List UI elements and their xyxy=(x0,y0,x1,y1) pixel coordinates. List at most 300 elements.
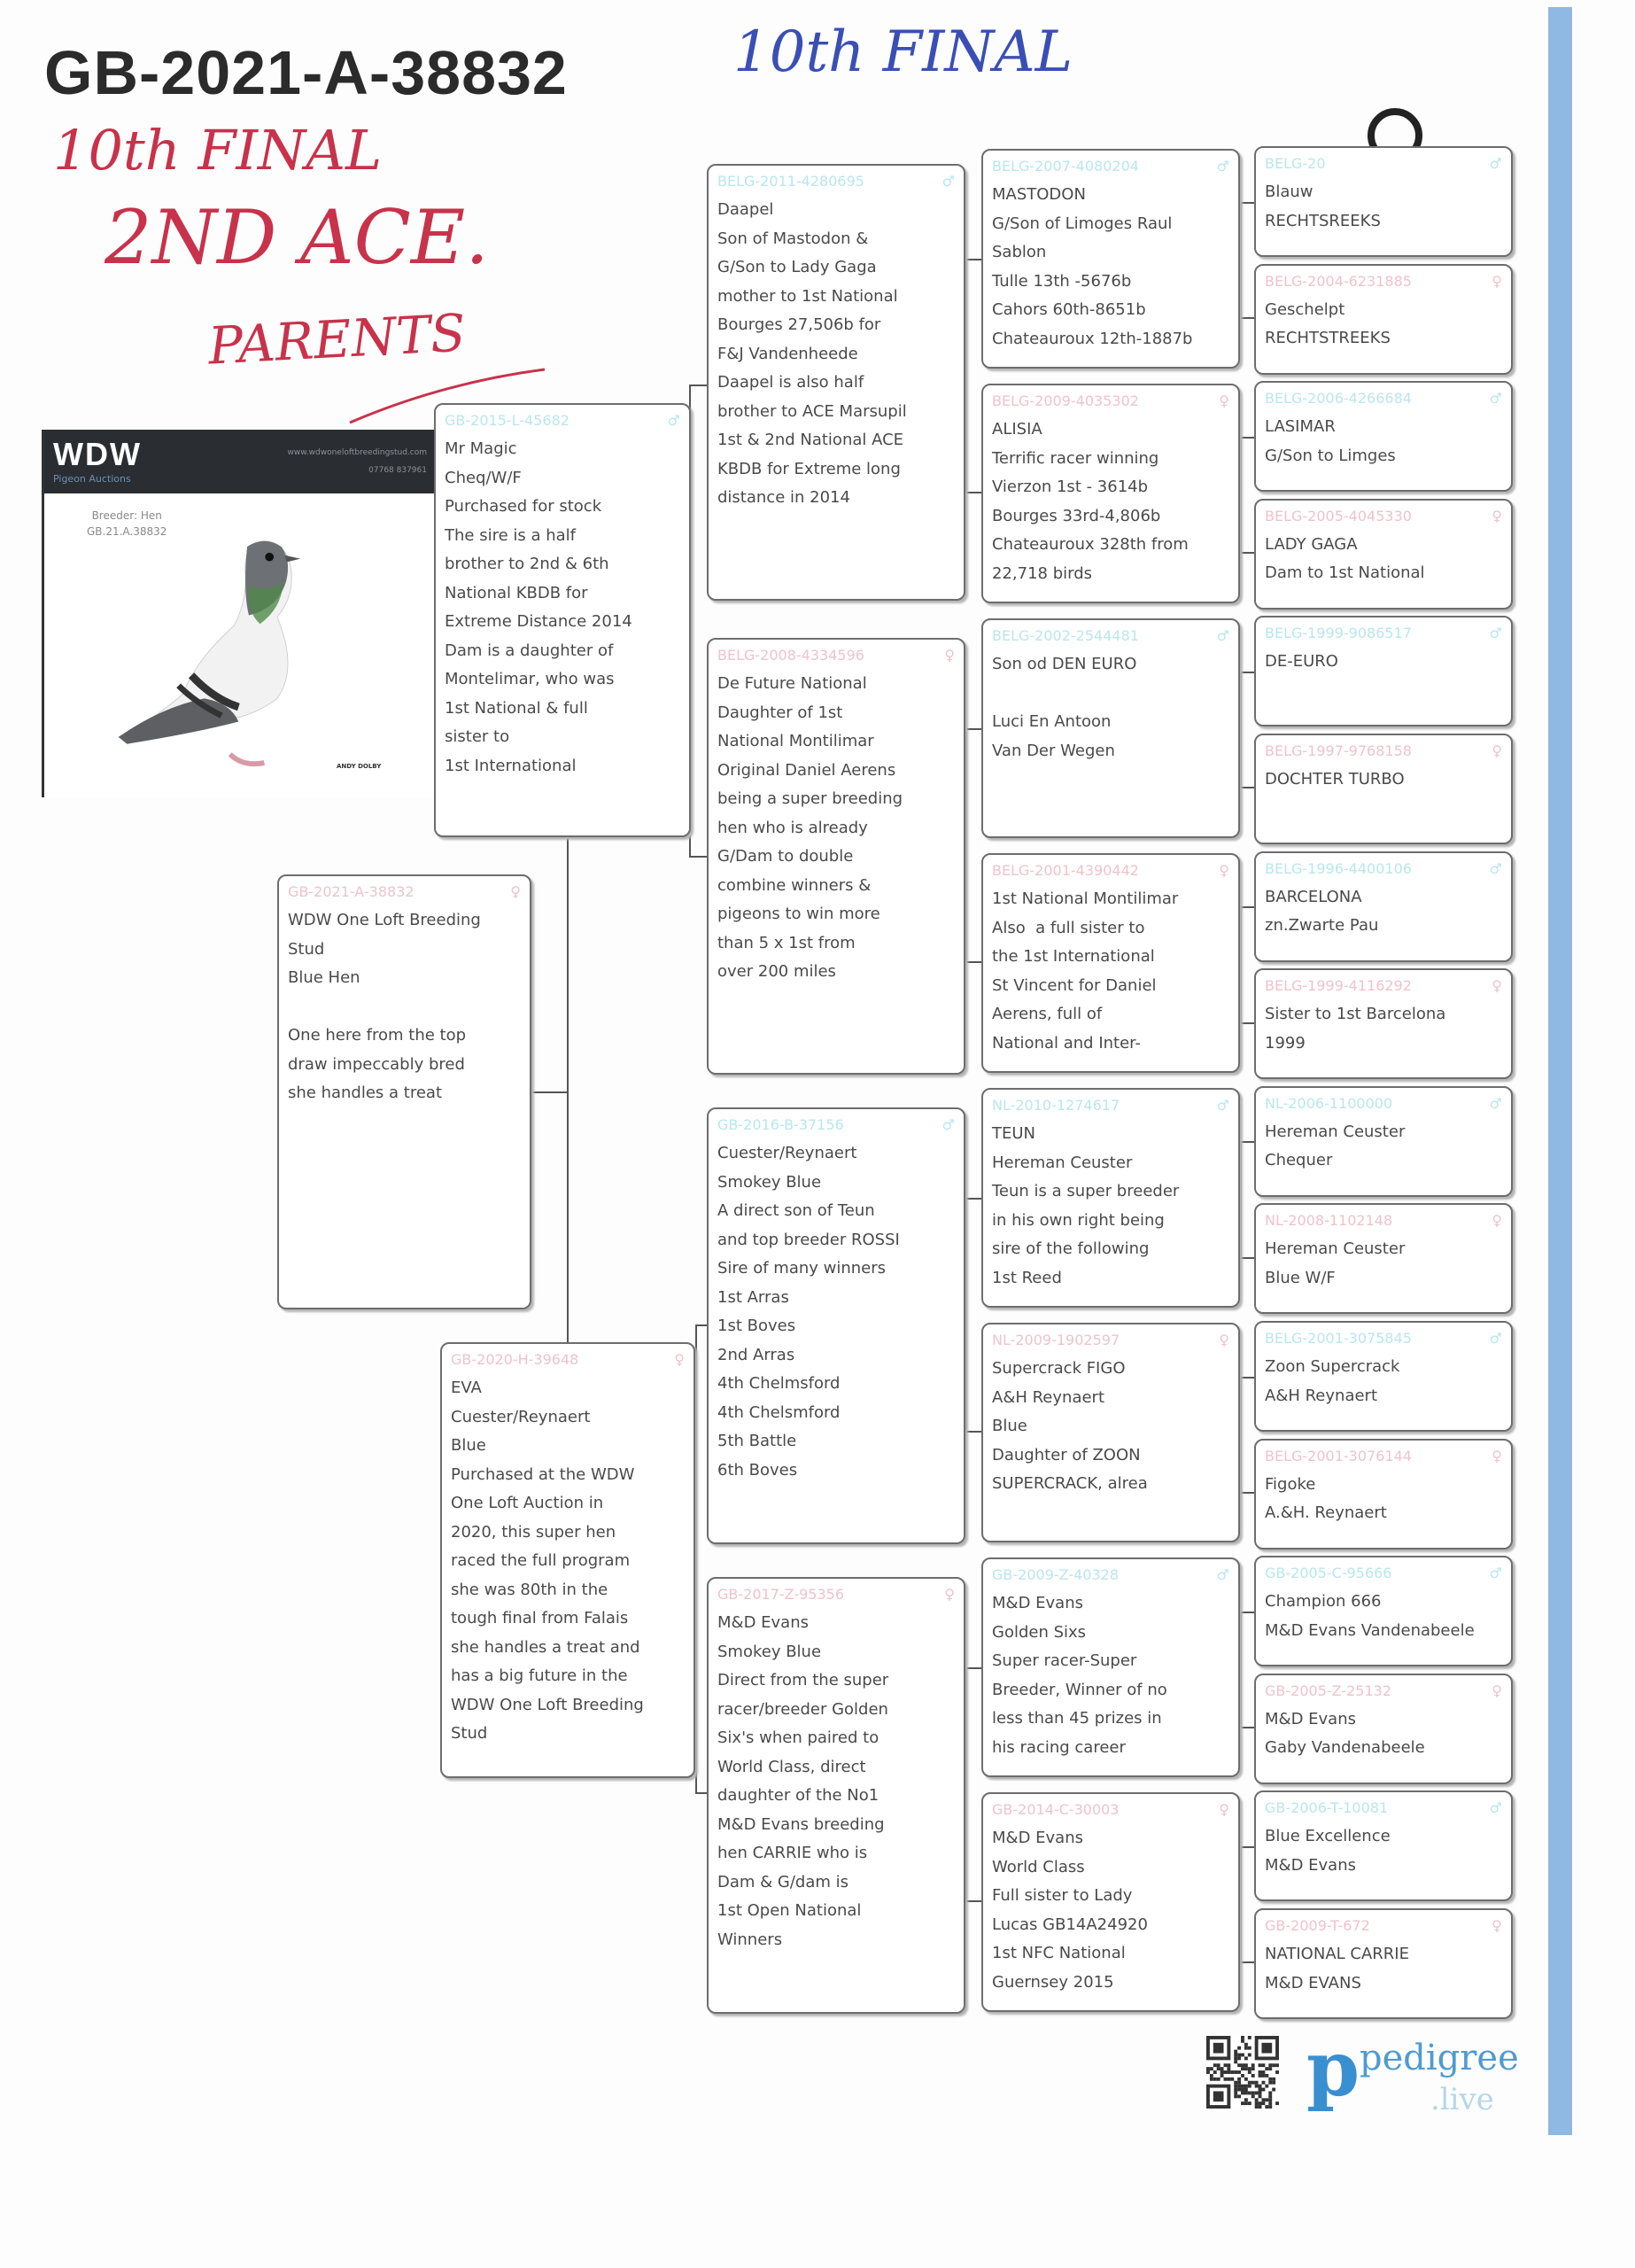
great-grandparent-box[interactable] xyxy=(981,853,1240,1073)
pigeon-details xyxy=(992,1589,1229,1762)
female-symbol-icon: ♀ xyxy=(510,883,521,900)
qr-module xyxy=(1272,2078,1275,2081)
detail-line: 1st International xyxy=(445,756,577,775)
grandparent-box[interactable] xyxy=(707,164,965,601)
pigeon-details xyxy=(992,181,1229,353)
detail-line: Blue W/F xyxy=(1265,1268,1336,1287)
pigeon-details xyxy=(1265,413,1502,470)
grandparent-box[interactable] xyxy=(707,1107,965,1544)
ring-number: GB-2005-Z-25132 xyxy=(1265,1682,1391,1699)
qr-module xyxy=(1261,2074,1265,2078)
qr-module xyxy=(1206,2070,1210,2074)
pigeon-details xyxy=(717,670,955,987)
qr-module xyxy=(1248,2091,1251,2094)
detail-line: 4th Chelmsford xyxy=(717,1374,841,1393)
connector xyxy=(1240,906,1254,1024)
pigeon-details xyxy=(992,1120,1229,1293)
female-symbol-icon: ♀ xyxy=(674,1351,685,1368)
great-great-grandparent-box[interactable] xyxy=(1254,1203,1513,1314)
detail-line: World Class, direct xyxy=(717,1757,866,1776)
connector xyxy=(1240,202,1254,320)
great-grandparent-box[interactable] xyxy=(981,149,1240,369)
detail-line: tough final from Falais xyxy=(451,1609,629,1627)
qr-module xyxy=(1241,2088,1244,2092)
female-symbol-icon: ♀ xyxy=(1219,1801,1229,1818)
detail-line: 6th Boves xyxy=(717,1460,798,1480)
qr-module xyxy=(1272,2063,1275,2067)
qr-module xyxy=(1268,2078,1272,2081)
pigeon-details xyxy=(1265,883,1502,941)
pigeon-details xyxy=(1265,531,1502,588)
detail-line: National and Inter- xyxy=(992,1033,1141,1052)
connector xyxy=(1240,1141,1254,1259)
ring-number-row xyxy=(992,1095,1229,1116)
great-grandparent-box[interactable] xyxy=(981,1792,1240,2012)
detail-line: RECHTSTREEKS xyxy=(1265,329,1391,348)
qr-module xyxy=(1248,2085,1251,2088)
ring-number: GB-2015-L-45682 xyxy=(445,412,570,429)
qr-module xyxy=(1272,2081,1275,2085)
detail-line: than 5 x 1st from xyxy=(717,933,856,952)
great-great-grandparent-box[interactable] xyxy=(1254,1556,1513,1666)
detail-line: ALISIA xyxy=(992,420,1042,439)
detail-line: Hereman Ceuster xyxy=(992,1153,1133,1172)
handwritten-note-top: 10th FINAL xyxy=(733,19,1073,85)
detail-line: daughter of the No1 xyxy=(717,1786,879,1805)
qr-module xyxy=(1234,2060,1237,2063)
detail-line: KBDB for Extreme long xyxy=(717,459,901,478)
ring-number-row xyxy=(1265,388,1502,409)
detail-line: A&H Reynaert xyxy=(1265,1386,1378,1405)
detail-line: SUPERCRACK, alrea xyxy=(992,1474,1148,1493)
female-symbol-icon: ♀ xyxy=(1492,1917,1502,1934)
ring-number: GB-2020-H-39648 xyxy=(451,1351,579,1368)
detail-line: Chateauroux 12th-1887b xyxy=(992,329,1193,348)
ring-number-row xyxy=(288,882,521,903)
great-great-grandparent-box[interactable] xyxy=(1254,968,1513,1079)
detail-line: pigeons to win more xyxy=(717,905,880,923)
detail-line: Dam to 1st National xyxy=(1265,563,1425,583)
detail-line: Teun is a super breeder xyxy=(992,1182,1180,1200)
male-symbol-icon: ♂ xyxy=(1216,627,1229,644)
detail-line xyxy=(288,993,521,1022)
detail-line: G/Son of Limoges Raul xyxy=(992,214,1173,233)
detail-line: DE-EURO xyxy=(1265,652,1338,672)
qr-module xyxy=(1237,2094,1241,2098)
qr-module xyxy=(1244,2078,1248,2081)
detail-line: she handles a treat and xyxy=(451,1637,640,1657)
wdw-logo: WDW xyxy=(53,436,142,472)
pigeon-details xyxy=(1265,1588,1502,1645)
detail-line: M&D Evans breeding xyxy=(717,1814,885,1834)
detail-line: Cahors 60th-8651b xyxy=(992,300,1146,319)
right-blue-stripe xyxy=(1548,7,1572,2135)
detail-line: zn.Zwarte Pau xyxy=(1265,916,1379,936)
ring-number: BELG-2001-4390442 xyxy=(992,862,1139,879)
qr-module xyxy=(1268,2063,1272,2067)
detail-line: racer/breeder Golden xyxy=(717,1699,888,1719)
qr-module xyxy=(1261,2101,1265,2105)
detail-line: she was 80th in the xyxy=(451,1580,608,1599)
detail-line: hen who is already xyxy=(717,818,868,837)
ring-number-row xyxy=(992,860,1229,882)
great-grandparent-box[interactable] xyxy=(981,1088,1240,1308)
great-grandparent-box[interactable] xyxy=(981,618,1240,838)
detail-line: Sablon xyxy=(992,243,1047,261)
ring-number-row xyxy=(992,1330,1229,1351)
detail-line: NATIONAL CARRIE xyxy=(1265,1945,1409,1963)
detail-line: 1st National Montilimar xyxy=(992,889,1179,908)
ring-number: GB-2006-T-10081 xyxy=(1265,1799,1389,1817)
pigeon-details xyxy=(445,435,680,781)
qr-module xyxy=(1227,2063,1230,2067)
qr-module xyxy=(1220,2070,1224,2074)
detail-line: A&H Reynaert xyxy=(992,1387,1105,1407)
qr-module xyxy=(1234,2050,1237,2054)
ring-number-row xyxy=(992,1799,1229,1821)
great-great-grandparent-box[interactable] xyxy=(1254,1674,1513,1784)
detail-line: WDW One Loft Breeding xyxy=(451,1695,644,1714)
detail-line: brother to 2nd & 6th xyxy=(445,555,609,573)
qr-module xyxy=(1259,2091,1262,2094)
pigeon-details xyxy=(992,416,1229,588)
detail-line: M&D Evans xyxy=(1265,1855,1356,1875)
detail-line: Daapel is also half xyxy=(717,373,864,392)
pigeon-details xyxy=(451,1374,685,1749)
connector xyxy=(695,1324,707,1794)
detail-line: M&D EVANS xyxy=(1265,1973,1361,1992)
qr-module xyxy=(1210,2067,1213,2070)
qr-module xyxy=(1259,2063,1262,2067)
detail-line: Hereman Ceuster xyxy=(1265,1239,1406,1259)
male-symbol-icon: ♂ xyxy=(1489,1565,1502,1582)
pigeon-details xyxy=(992,885,1229,1058)
ring-number: BELG-2011-4280695 xyxy=(717,173,864,190)
photo-card-header xyxy=(44,430,436,493)
qr-module xyxy=(1224,2070,1228,2074)
qr-module xyxy=(1268,2081,1272,2085)
ring-number: BELG-2007-4080204 xyxy=(992,158,1139,175)
qr-module xyxy=(1268,2105,1272,2109)
ring-number: GB-2014-C-30003 xyxy=(992,1801,1120,1818)
ring-number: GB-2016-B-37156 xyxy=(717,1116,844,1133)
great-great-grandparent-box[interactable] xyxy=(1254,264,1513,375)
qr-module xyxy=(1244,2056,1248,2060)
detail-line: 4th Chelsmford xyxy=(717,1402,841,1422)
pigeon-details xyxy=(717,196,955,513)
qr-module xyxy=(1251,2063,1255,2067)
ring-number: NL-2006-1100000 xyxy=(1265,1094,1393,1112)
ring-number-row xyxy=(717,171,955,192)
qr-module xyxy=(1251,2067,1255,2070)
great-great-grandparent-box[interactable] xyxy=(1254,499,1513,610)
great-great-grandparent-box[interactable] xyxy=(1254,1439,1513,1550)
detail-line: less than 45 prizes in xyxy=(992,1709,1162,1728)
photo-caption-line: GB.21.A.38832 xyxy=(87,525,167,538)
photo-card-contact xyxy=(288,447,427,477)
qr-module xyxy=(1220,2067,1224,2070)
photo-card-brand xyxy=(53,438,142,485)
detail-line: DOCHTER TURBO xyxy=(1265,770,1405,788)
qr-module xyxy=(1224,2063,1228,2067)
detail-line: being a super breeding xyxy=(717,789,903,808)
qr-module xyxy=(1275,2070,1279,2074)
detail-line: Sire of many winners xyxy=(717,1259,887,1278)
detail-line: A direct son of Teun xyxy=(717,1201,875,1220)
handwritten-note-parents: PARENTS xyxy=(206,302,468,377)
detail-line: TEUN xyxy=(992,1124,1036,1143)
pigeon-details xyxy=(1265,1353,1502,1410)
ring-number-row xyxy=(717,1115,955,1136)
qr-module xyxy=(1255,2101,1259,2105)
qr-module xyxy=(1259,2105,1262,2109)
contact-email: www.wdwoneloftbreedingstud.com xyxy=(287,448,427,457)
qr-module xyxy=(1217,2067,1220,2070)
qr-code-icon[interactable] xyxy=(1206,2036,1279,2109)
male-symbol-icon: ♂ xyxy=(1489,859,1502,877)
qr-module xyxy=(1261,2043,1272,2054)
detail-line: F&J Vandenheede xyxy=(717,344,858,363)
detail-line: Smokey Blue xyxy=(717,1642,822,1661)
ring-number-row xyxy=(1265,1563,1502,1584)
detail-line: The sire is a half xyxy=(445,525,577,545)
qr-module xyxy=(1244,2088,1248,2092)
detail-line: Cheq/W/F xyxy=(445,468,522,487)
qr-module xyxy=(1206,2067,1210,2070)
male-symbol-icon: ♂ xyxy=(1489,625,1502,642)
detail-line: Guernsey 2015 xyxy=(992,1972,1114,1992)
ring-number: GB-2005-C-95666 xyxy=(1265,1565,1392,1582)
detail-line: Six's when paired to xyxy=(717,1728,879,1747)
subject-pigeon-box[interactable] xyxy=(277,874,531,1309)
female-symbol-icon: ♀ xyxy=(1219,392,1229,409)
detail-line: Lucas GB14A24920 xyxy=(992,1915,1148,1934)
qr-module xyxy=(1213,2063,1217,2067)
pigeon-details xyxy=(1265,1471,1502,1528)
detail-line: Blue xyxy=(992,1417,1027,1435)
qr-module xyxy=(1234,2094,1237,2098)
ring-number-row xyxy=(1265,153,1502,175)
qr-module xyxy=(1237,2088,1241,2092)
handwritten-note-ace: 2ND ACE. xyxy=(105,194,489,281)
pigeon-details xyxy=(1265,1940,1502,1998)
great-grandparent-box[interactable] xyxy=(981,1557,1240,1777)
ring-number-row xyxy=(1265,271,1502,292)
qr-module xyxy=(1261,2070,1265,2074)
detail-line: his racing career xyxy=(992,1737,1126,1757)
detail-line: Full sister to Lady xyxy=(992,1886,1133,1905)
detail-line: Supercrack FIGO xyxy=(992,1359,1126,1378)
detail-line: sister to xyxy=(445,727,510,746)
pigeon-details xyxy=(1265,1000,1502,1058)
detail-line: raced the full program xyxy=(451,1551,631,1570)
great-great-grandparent-box[interactable] xyxy=(1254,1908,1513,2019)
pigeon-image xyxy=(97,523,345,788)
qr-module xyxy=(1248,2054,1251,2057)
detail-line: Daapel xyxy=(717,200,774,219)
detail-line: Winners xyxy=(717,1930,783,1949)
male-symbol-icon: ♂ xyxy=(941,173,955,190)
great-great-grandparent-box[interactable] xyxy=(1254,616,1513,726)
detail-line: RECHTSREEKS xyxy=(1265,211,1381,230)
great-great-grandparent-box[interactable] xyxy=(1254,1086,1513,1197)
detail-line: Daughter of 1st xyxy=(717,703,843,722)
qr-module xyxy=(1268,2091,1272,2094)
connector xyxy=(1240,1377,1254,1495)
detail-line: Son od DEN EURO xyxy=(992,655,1137,673)
detail-line: Blue Hen xyxy=(288,968,360,987)
great-great-grandparent-box[interactable] xyxy=(1254,851,1513,962)
detail-line: Tulle 13th -5676b xyxy=(992,271,1132,291)
detail-line: 1st National & full xyxy=(445,698,588,718)
qr-module xyxy=(1244,2043,1248,2047)
qr-module xyxy=(1255,2085,1259,2088)
detail-line: she handles a treat xyxy=(288,1084,443,1102)
handwritten-note-final: 10th FINAL xyxy=(53,118,383,183)
ring-number-row xyxy=(1265,1915,1502,1937)
detail-line: Champion 666 xyxy=(1265,1592,1382,1612)
female-symbol-icon: ♀ xyxy=(1492,507,1502,524)
great-great-grandparent-box[interactable] xyxy=(1254,1790,1513,1901)
ring-number: BELG-20 xyxy=(1265,155,1326,172)
pigeon-details xyxy=(1265,1118,1502,1176)
pigeon-details xyxy=(992,1824,1229,1997)
ring-number: BELG-2009-4035302 xyxy=(992,392,1139,409)
qr-module xyxy=(1244,2091,1248,2094)
qr-module xyxy=(1261,2098,1265,2101)
detail-line: Montelimar, who was xyxy=(445,670,615,688)
detail-line: Zoon Supercrack xyxy=(1265,1357,1400,1376)
qr-module xyxy=(1241,2085,1244,2088)
great-great-grandparent-box[interactable] xyxy=(1254,146,1513,257)
connector xyxy=(531,1091,567,1093)
qr-module xyxy=(1251,2091,1255,2094)
female-symbol-icon: ♀ xyxy=(1219,862,1229,879)
pigeon-details xyxy=(717,1139,955,1485)
ring-number-row xyxy=(1265,975,1502,997)
detail-line: G/Son to Lady Gaga xyxy=(717,258,877,276)
detail-line: Terrific racer winning xyxy=(992,448,1159,468)
ring-number-row xyxy=(1265,858,1502,880)
qr-module xyxy=(1227,2070,1230,2074)
female-symbol-icon: ♀ xyxy=(1492,742,1502,759)
detail-line: One Loft Auction in xyxy=(451,1494,604,1512)
photographer-stamp: ANDY DOLBY xyxy=(337,763,382,770)
ring-number-row xyxy=(445,410,680,431)
pigeon-details xyxy=(1265,648,1502,677)
qr-module xyxy=(1230,2070,1234,2074)
pigeon-details xyxy=(992,650,1229,765)
ring-number: BELG-2005-4045330 xyxy=(1265,507,1412,524)
detail-line: Gaby Vandenabeele xyxy=(1265,1738,1425,1758)
qr-module xyxy=(1255,2091,1259,2094)
male-symbol-icon: ♂ xyxy=(941,1116,955,1133)
qr-module xyxy=(1261,2081,1265,2085)
detail-line: has a big future in the xyxy=(451,1666,628,1685)
pedigree-live-logo xyxy=(1306,2024,1537,2126)
qr-module xyxy=(1259,2094,1262,2098)
qr-module xyxy=(1234,2091,1237,2094)
qr-module xyxy=(1217,2078,1220,2081)
detail-line: G/Son to Limges xyxy=(1265,446,1396,465)
great-great-grandparent-box[interactable] xyxy=(1254,1321,1513,1432)
qr-module xyxy=(1244,2085,1248,2088)
ring-number-row xyxy=(717,1584,955,1605)
qr-module xyxy=(1244,2101,1248,2105)
great-grandparent-box[interactable] xyxy=(981,1323,1240,1542)
grandparent-box[interactable] xyxy=(707,638,965,1075)
qr-module xyxy=(1261,2088,1265,2092)
qr-module xyxy=(1268,2101,1272,2105)
qr-module xyxy=(1259,2085,1262,2088)
qr-module xyxy=(1241,2074,1244,2078)
sire-box[interactable] xyxy=(434,403,691,837)
detail-line: LASIMAR xyxy=(1265,417,1336,437)
connector xyxy=(1240,1612,1254,1729)
ring-number-row xyxy=(1265,1798,1502,1819)
detail-line: LADY GAGA xyxy=(1265,534,1358,554)
ring-number-row xyxy=(992,391,1229,412)
detail-line: Super racer-Super xyxy=(992,1651,1137,1670)
qr-module xyxy=(1244,2067,1248,2070)
detail-line: Luci En Antoon xyxy=(992,712,1112,731)
ring-number-row xyxy=(1265,1210,1502,1231)
qr-module xyxy=(1237,2047,1241,2050)
qr-module xyxy=(1237,2070,1241,2074)
qr-module xyxy=(1234,2088,1237,2092)
grandparent-box[interactable] xyxy=(707,1577,965,2014)
qr-module xyxy=(1259,2088,1262,2092)
detail-line: 1st Arras xyxy=(717,1287,789,1307)
qr-module xyxy=(1213,2070,1217,2074)
detail-line: EVA xyxy=(451,1379,482,1397)
detail-line: Purchased for stock xyxy=(445,497,602,516)
detail-line: World Class xyxy=(992,1857,1085,1876)
ring-number: BELG-2001-3076144 xyxy=(1265,1447,1412,1464)
connector xyxy=(1240,672,1254,789)
great-grandparent-box[interactable] xyxy=(981,384,1240,603)
detail-line: 5th Battle xyxy=(717,1432,797,1450)
pigeon-details xyxy=(1265,1822,1502,1880)
pigeon-details xyxy=(1265,1235,1502,1293)
detail-line: draw impeccably bred xyxy=(288,1054,465,1074)
qr-module xyxy=(1237,2056,1241,2060)
female-symbol-icon: ♀ xyxy=(944,1586,955,1603)
great-great-grandparent-box[interactable] xyxy=(1254,381,1513,492)
ring-number: NL-2008-1102148 xyxy=(1265,1212,1393,1230)
detail-line: Geschelpt xyxy=(1265,299,1345,319)
female-symbol-icon: ♀ xyxy=(1492,1447,1502,1464)
qr-module xyxy=(1234,2085,1237,2088)
detail-line: 1st & 2nd National ACE xyxy=(717,431,904,449)
great-great-grandparent-box[interactable] xyxy=(1254,734,1513,844)
ring-number-row xyxy=(992,156,1229,177)
qr-module xyxy=(1237,2085,1241,2088)
detail-line: M&D Evans Vandenabeele xyxy=(1265,1620,1475,1640)
detail-line: 1999 xyxy=(1265,1033,1306,1052)
dam-box[interactable] xyxy=(440,1342,695,1778)
detail-line: 2020, this super hen xyxy=(451,1522,616,1542)
detail-line: brother to ACE Marsupil xyxy=(717,401,907,421)
detail-line: MASTODON xyxy=(992,185,1086,204)
qr-module xyxy=(1213,2043,1224,2054)
qr-module xyxy=(1251,2094,1255,2098)
qr-module xyxy=(1268,2094,1272,2098)
qr-module xyxy=(1265,2085,1268,2088)
detail-line: in his own right being xyxy=(992,1210,1165,1230)
connector xyxy=(965,1198,981,1433)
pigeon-details xyxy=(1265,178,1502,236)
